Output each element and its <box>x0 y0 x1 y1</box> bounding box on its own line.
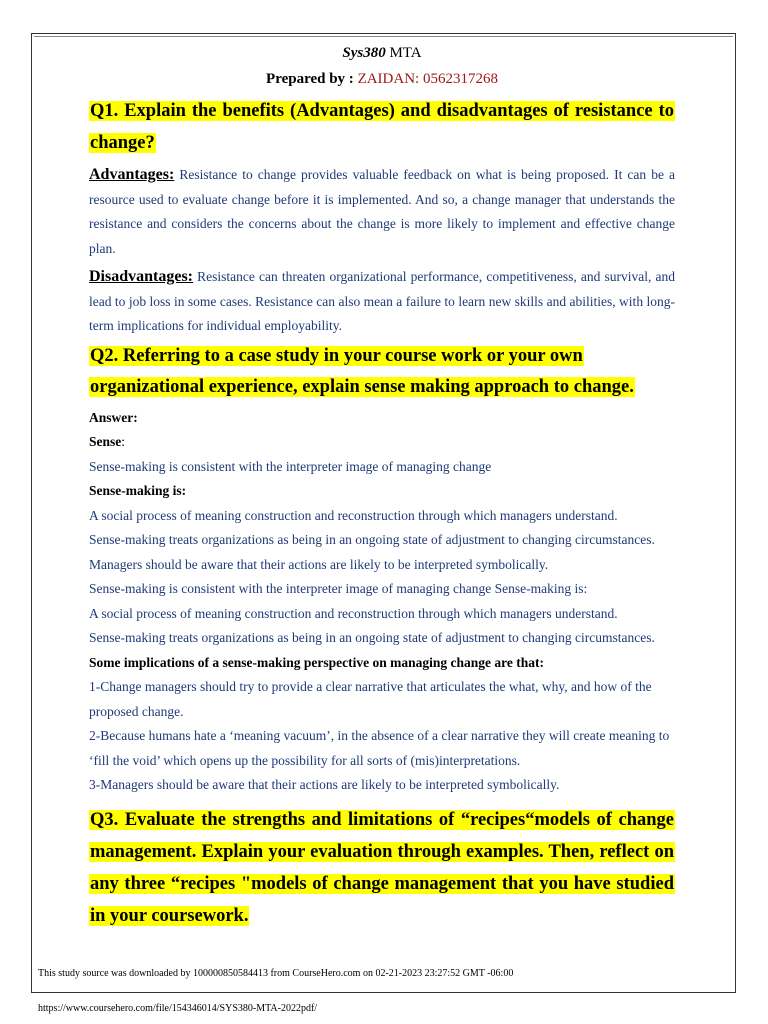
answer-line: Sense-making is: <box>89 483 187 498</box>
question-1 <box>89 95 675 159</box>
question-3 <box>89 804 675 932</box>
disadvantages-text: Resistance can threaten organizational performance, competitiveness, and survival, and lead to job loss in some cases. Resistance can also mean a failure to learn new skills and abilities, with long-term implications for individual employability. <box>89 269 676 333</box>
advantages-label: Advantages: <box>89 166 175 183</box>
prepared-label: Prepared by : <box>266 71 354 87</box>
course-code: Sys380 <box>342 45 386 61</box>
document-title <box>89 40 675 66</box>
advantages-paragraph <box>89 163 675 261</box>
advantages-text: Resistance to change provides valuable feedback on what is being proposed. It can be a resource used to evaluate change before it is implemented. And so, a change manager that understands the resistance and considers the concerns about the change is more likely to implement and effective change plan. <box>89 167 675 256</box>
implication-item: 2-Because humans hate a ‘meaning vacuum’, in the absence of a clear narrative they will create meaning to ‘fill the void’ which opens up the possibility for all sorts of (mis)interpretations. <box>89 728 670 768</box>
source-url[interactable]: https://www.coursehero.com/file/154346014/SYS380-MTA-2022pdf/ <box>38 1003 318 1014</box>
prepared-by-line <box>89 66 675 92</box>
question-2-text: Q2. Referring to a case study in your course work or your own organizational experience, explain sense making approach to change. <box>90 345 634 397</box>
implication-item: 1-Change managers should try to provide a clear narrative that articulates the what, why, and how of the proposed change. <box>89 679 652 719</box>
disadvantages-label: Disadvantages: <box>89 268 194 285</box>
sense-heading: Sense: <box>89 434 126 449</box>
answer-line: A social process of meaning construction and reconstruction through which managers understand. <box>89 605 618 621</box>
implications-heading: Some implications of a sense-making perspective on managing change are that: <box>89 654 544 670</box>
document-content <box>89 40 675 932</box>
answer-label: Answer: <box>89 409 138 425</box>
question-2 <box>89 341 675 403</box>
question-1-text: Q1. Explain the benefits (Advantages) and disadvantages of resistance to change? <box>90 101 674 153</box>
answer-line: Sense-making is consistent with the interpreter image of managing change <box>89 458 492 474</box>
answer-line: Sense-making treats organizations as being in an ongoing state of adjustment to changing circumstances. <box>89 532 655 547</box>
answer-line: Managers should be aware that their actions are likely to be interpreted symbolically. <box>89 556 549 572</box>
download-notice: This study source was downloaded by 100000850584413 from CourseHero.com on 02-21-2023 23:27:52 GMT -06:00 <box>38 968 514 979</box>
implication-item: 3-Managers should be aware that their actions are likely to be interpreted symbolically. <box>89 777 560 792</box>
disadvantages-paragraph <box>89 265 675 339</box>
answer-line: Sense-making is consistent with the interpreter image of managing change Sense-making is: <box>89 581 588 596</box>
answer-line: A social process of meaning construction and reconstruction through which managers understand. <box>89 507 618 523</box>
answer-line: Sense-making treats organizations as being in an ongoing state of adjustment to changing circumstances. <box>89 630 655 645</box>
question-3-text: Q3. Evaluate the strengths and limitations of “recipes“models of change management. Explain your evaluation through examples. Then, reflect on any three “recipes "models of change management that you have studied in your coursework. <box>90 809 674 926</box>
exam-type: MTA <box>389 45 422 61</box>
author-name: ZAIDAN: 0562317268 <box>357 71 498 87</box>
